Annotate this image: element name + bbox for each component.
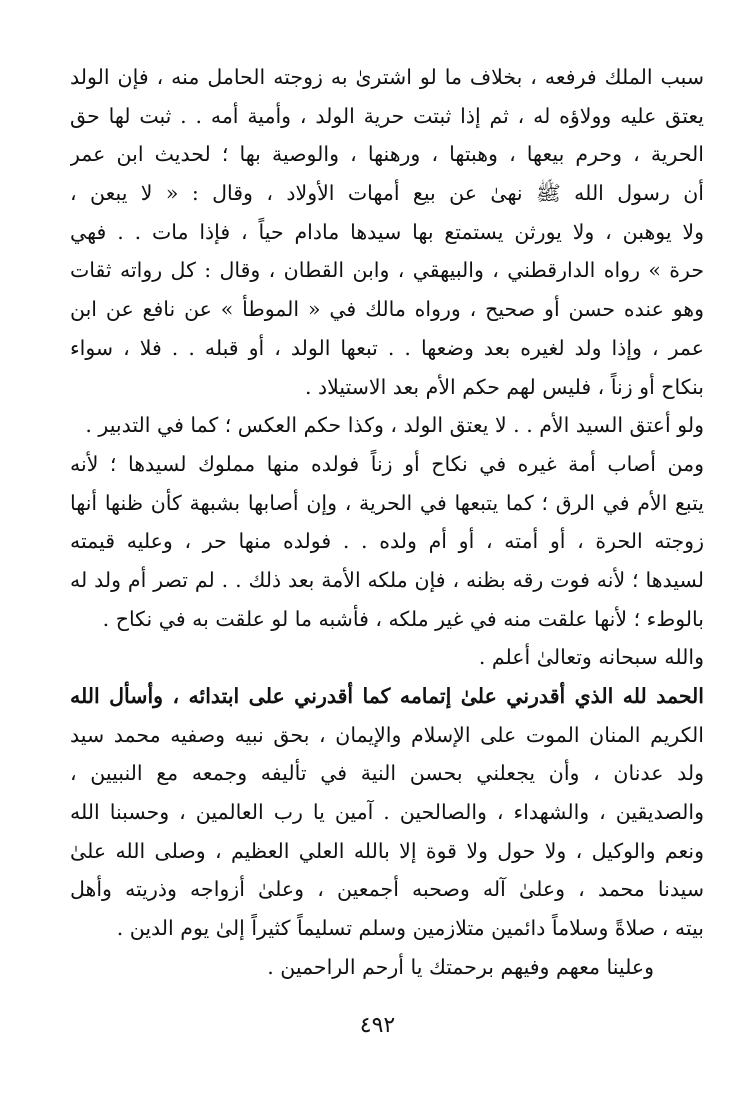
- text-body: [70, 58, 704, 987]
- text-line: وهو عنده حسن أو صحيح ، ورواه مالك في « الموطأ » عن نافع عن ابن: [70, 297, 704, 322]
- text-line: ونعم والوكيل ، ولا حول ولا قوة إلا بالله العلي العظيم ، وصلى الله علىٰ: [70, 838, 704, 863]
- text-line: بنكاح أو زناً ، فليس لهم حكم الأم بعد الاستيلاد .: [304, 374, 704, 399]
- text-line: الكريم المنان الموت على الإسلام والإيمان ، بحق نبيه وصفيه محمد سيد: [70, 722, 704, 747]
- text-line: والله سبحانه وتعالىٰ أعلم .: [478, 645, 704, 670]
- page-number: ٤٩٢: [359, 1013, 396, 1038]
- text-line: ولو أعتق السيد الأم . . لا يعتق الولد ، وكذا حكم العكس ؛ كما في التدبير .: [85, 413, 704, 438]
- text-line: بيته ، صلاةً وسلاماً دائمين متلازمين وسلم تسليماً كثيراً إلىٰ يوم الدين .: [116, 916, 704, 941]
- text-line: الحرية ، وحرم بيعها ، وهبتها ، ورهنها ، والوصية بها ؛ لحديث ابن عمر: [70, 142, 704, 167]
- text-line: أن رسول الله ﷺ نهىٰ عن بيع أمهات الأولاد ، وقال : « لا يبعن ،: [70, 181, 704, 206]
- text-line: سيدنا محمد ، وعلىٰ آله وصحبه أجمعين ، وعلىٰ أزواجه وذريته وأهل: [70, 877, 704, 902]
- text-line: زوجته الحرة ، أو أمته ، أو أم ولده . . فولده منها حر ، وعليه قيمته: [70, 529, 704, 554]
- text-line: عمر ، وإذا ولد لغيره بعد وضعها . . تبعها الولد ، أو قبله . . فلا ، سواء: [70, 335, 704, 360]
- text-line: يعتق عليه وولاؤه له ، ثم إذا ثبتت حرية الولد ، وأمية أمه . . ثبت لها حق: [70, 103, 704, 128]
- text-line: الحمد لله الذي أقدرني علىٰ إتمامه كما أقدرني على ابتدائه ، وأسأل الله: [70, 684, 704, 708]
- text-line: وعلينا معهم وفيهم برحمتك يا أرحم الراحمين .: [267, 954, 654, 979]
- text-line: لسيدها ؛ لأنه فوت رقه بظنه ، فإن ملكه الأمة بعد ذلك . . لم تصر أم ولد له: [70, 567, 704, 592]
- text-line: سبب الملك فرفعه ، بخلاف ما لو اشترىٰ به زوجته الحامل منه ، فإن الولد: [70, 65, 704, 89]
- text-line: والصديقين ، والشهداء ، والصالحين . آمين يا رب العالمين ، وحسبنا الله: [70, 800, 704, 825]
- text-line: يتبع الأم في الرق ؛ كما يتبعها في الحرية ، وإن أصابها بشبهة كأن ظنها أنها: [70, 490, 704, 515]
- text-line: حرة » رواه الدارقطني ، والبيهقي ، وابن القطان ، وقال : كل رواته ثقات: [70, 258, 704, 283]
- text-line: ولد عدنان ، وأن يجعلني بحسن النية في تأليفه وجمعه مع النبيين ،: [70, 761, 704, 786]
- text-line: بالوطء ؛ لأنها علقت منه في غير ملكه ، فأشبه ما لو علقت به في نكاح .: [102, 606, 704, 631]
- text-line: ومن أصاب أمة غيره في نكاح أو زناً فولده منها مملوك لسيدها ؛ لأنه: [70, 451, 704, 476]
- text-line: ولا يوهبن ، ولا يورثن يستمتع بها سيدها مادام حياً ، فإذا مات . . فهي: [70, 219, 704, 244]
